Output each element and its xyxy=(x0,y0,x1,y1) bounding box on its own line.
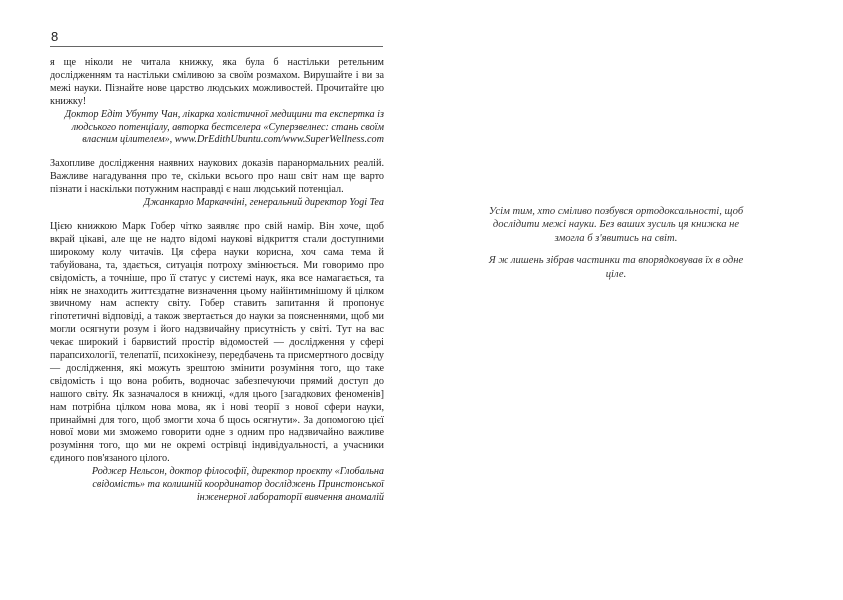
page-number: 8 xyxy=(51,29,59,44)
blurb-attribution: Джанкарло Маркаччіні, генеральний директор Yogi Tea xyxy=(143,197,384,209)
header-rule xyxy=(50,46,383,47)
dedication-page xyxy=(488,205,744,281)
blurb-text: я ще ніколи не читала книжку, яка була б настільки ретельним дослідженням та настільки сміливою за своїм розмахом. Вирушайте і ви за межі науки. Пізнайте нове царство людських можливостей. Прочитайте цю книжку! xyxy=(50,57,384,107)
blurb-marcaccini xyxy=(50,158,384,210)
left-page xyxy=(50,30,384,505)
dedication-paragraph: Я ж лишень зібрав частинки та впорядковував їх в одне ціле. xyxy=(488,255,744,280)
blurb-nelson xyxy=(50,221,384,505)
blurb-attribution: Доктор Едіт Убунту Чан, лікарка холістичної медицини та експертка із людського потенціалу, авторка бестселера «Суперзвелнес: стань своїм власним цілителем», www.DrEdithUbuntu.com/www.SuperWellness.com xyxy=(64,108,384,146)
blurb-text: Цією книжкою Марк Гобер чітко заявляє про свій намір. Він хоче, щоб вкрай цікаві, але ще не надто відомі наукові відкриття стали доступними широкому колу читачів. Ця сфера науки корисна, хоч сама тема й табуйована, та, здається, ситуація потроху змінюється. Ми говоримо про свідомість, а точніше, про її статус у системі наук, яка все намагається, та ніяк не знаходить життєздатне визначення цьому найінтимнішому й цілком звичному нам аспекту світу. Гобер ставить запитання й пропонує гіпотетичні відповіді, а також звертається до науки за поясненнями, щоб ми могли осягнути розум і його надзвичайну присутність у світі. Тут на вас чекає широкий і барвистий простір відомостей — дослідження у сфері парапсихології, телепатії, психокінезу, передбачень та присмертного досвіду — дослідження, які можуть зрештою змінити розуміння того, що таке свідомість і що вона робить, водночас забезпечуючи прямий доступ до нашого світу. Як зазначалося в книжці, «для цього [загадкових феноменів] нам потрібна цілком нова мова, як і нові теорії з нової сфери науки, принаймні для того, щоб змогти хоча б щось осягнути». За допомогою цієї нової мови ми зможемо говорити одне з одним про надзвичайно важливе розуміння того, що ми не окремі острівці індивідуальності, а учасники єдиного пов'язаного цілого. xyxy=(50,220,384,465)
blurb-text: Захопливе дослідження наявних наукових доказів паранормальних реалій. Важливе нагадування про те, скільки всього про наш світ нам ще варто пізнати і наскільки потужним насправді є наш людський потенціал. xyxy=(50,158,384,196)
blurb-chan xyxy=(50,57,384,147)
dedication-paragraph: Усім тим, хто сміливо позбувся ортодоксальності, щоб дослідити межі науки. Без ваших зусиль ця книжка не змогла б з'явитись на світ. xyxy=(488,206,744,244)
blurb-attribution: Роджер Нельсон, доктор філософії, директор проєкту «Глобальна свідомість» та колишній координатор досліджень Принстонської інженерної лабораторії вивчення аномалій xyxy=(91,466,384,503)
